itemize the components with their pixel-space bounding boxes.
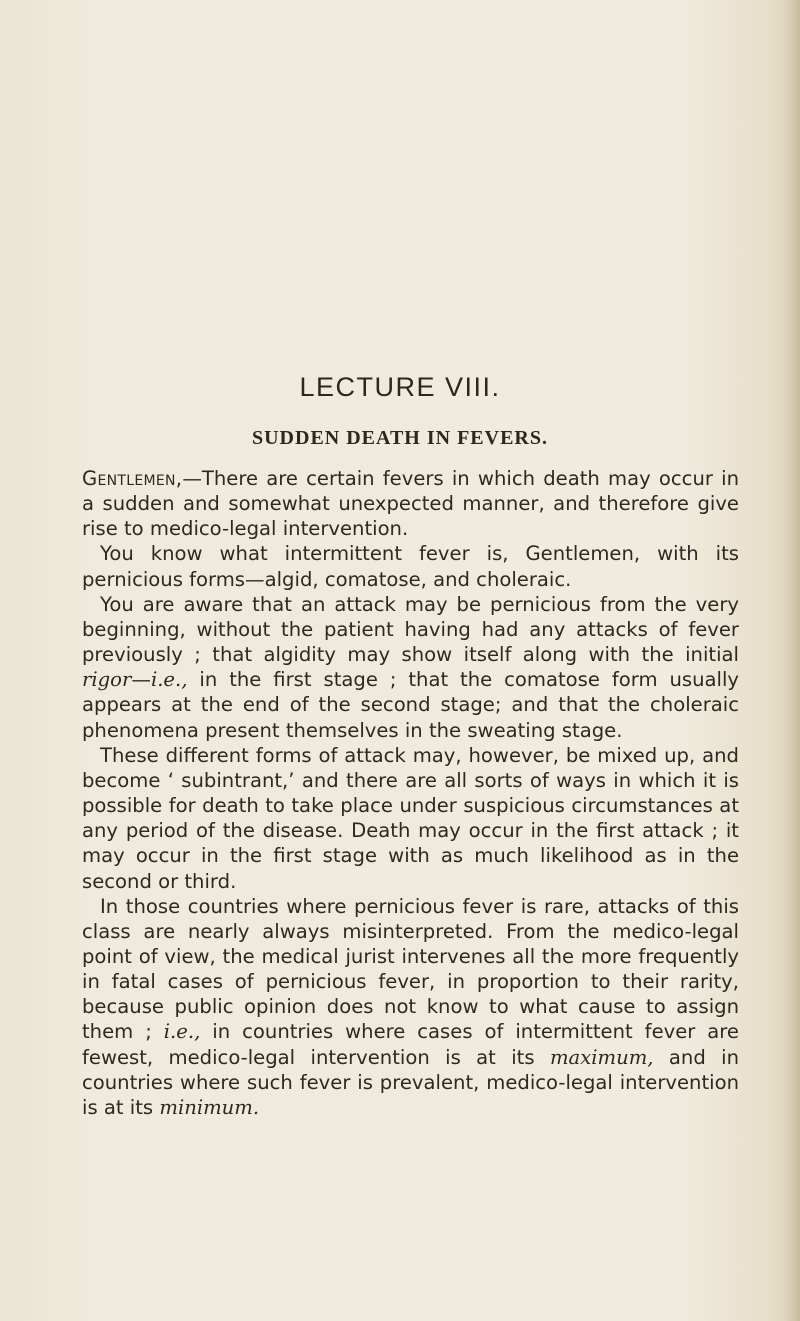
lecture-title: LECTURE VIII.: [299, 372, 501, 402]
italic-ie: i.e.,: [150, 668, 188, 692]
page-edge-shadow: [786, 0, 800, 1321]
italic-minimum: minimum.: [159, 1095, 260, 1119]
paragraph-1-text: —There are certain fevers in which death may occur in a sudden and somewhat unexpected manner, and therefore give rise to medico-legal intervention.: [82, 467, 739, 541]
italic-rigor: rigor: [82, 668, 132, 692]
paragraph-4: These different forms of attack may, however, be mixed up, and become ‘ subintrant,’ and there are all sorts of ways in which it is possible for death to take place under suspicious circumstances at any period of the disease. Death may occur in the first attack ; it may occur in the first stage with as much likelihood as in the second or third.: [82, 743, 739, 893]
italic-maximum: maximum,: [549, 1045, 654, 1069]
paragraph-3: [82, 592, 739, 743]
lecture-subtitle: SUDDEN DEATH IN FEVERS.: [251, 427, 548, 449]
em-dash: —: [131, 668, 151, 692]
paragraph-5-text-a: In those countries where pernicious fever is rare, attacks of this class are nearly always misinterpreted. From the medico-legal point of view, the medical jurist intervenes all the more frequently in fatal cases of pernicious fever, in proportion to their rarity, because public opinion does not know to what cause to assign them ;: [82, 894, 739, 1044]
italic-ie-2: i.e.,: [163, 1020, 201, 1044]
paragraph-3-text-a: You are aware that an attack may be pernicious from the very beginning, without the patient having had any attacks of fever previously ; that algidity may show itself along with the initial: [82, 592, 739, 667]
paragraph-3-text-b: in the first stage ; that the comatose form usually appears at the end of the second stage; and that the choleraic phenomena present themselves in the sweating stage.: [82, 668, 739, 742]
paragraph-2: You know what intermittent fever is, Gentlemen, with its pernicious forms—algid, comatose, and choleraic.: [82, 542, 739, 591]
paragraph-5: [82, 894, 739, 1120]
salutation: Gentlemen,: [82, 467, 183, 490]
paragraph-1: [82, 466, 739, 541]
paragraph-5-text-b: in countries where cases of intermittent fever are fewest, medico-legal intervention is at its: [82, 1020, 739, 1069]
paragraph-5-text-c: and in countries where such fever is prevalent, medico-legal intervention is at its: [82, 1045, 740, 1119]
body-text: [82, 466, 739, 1120]
